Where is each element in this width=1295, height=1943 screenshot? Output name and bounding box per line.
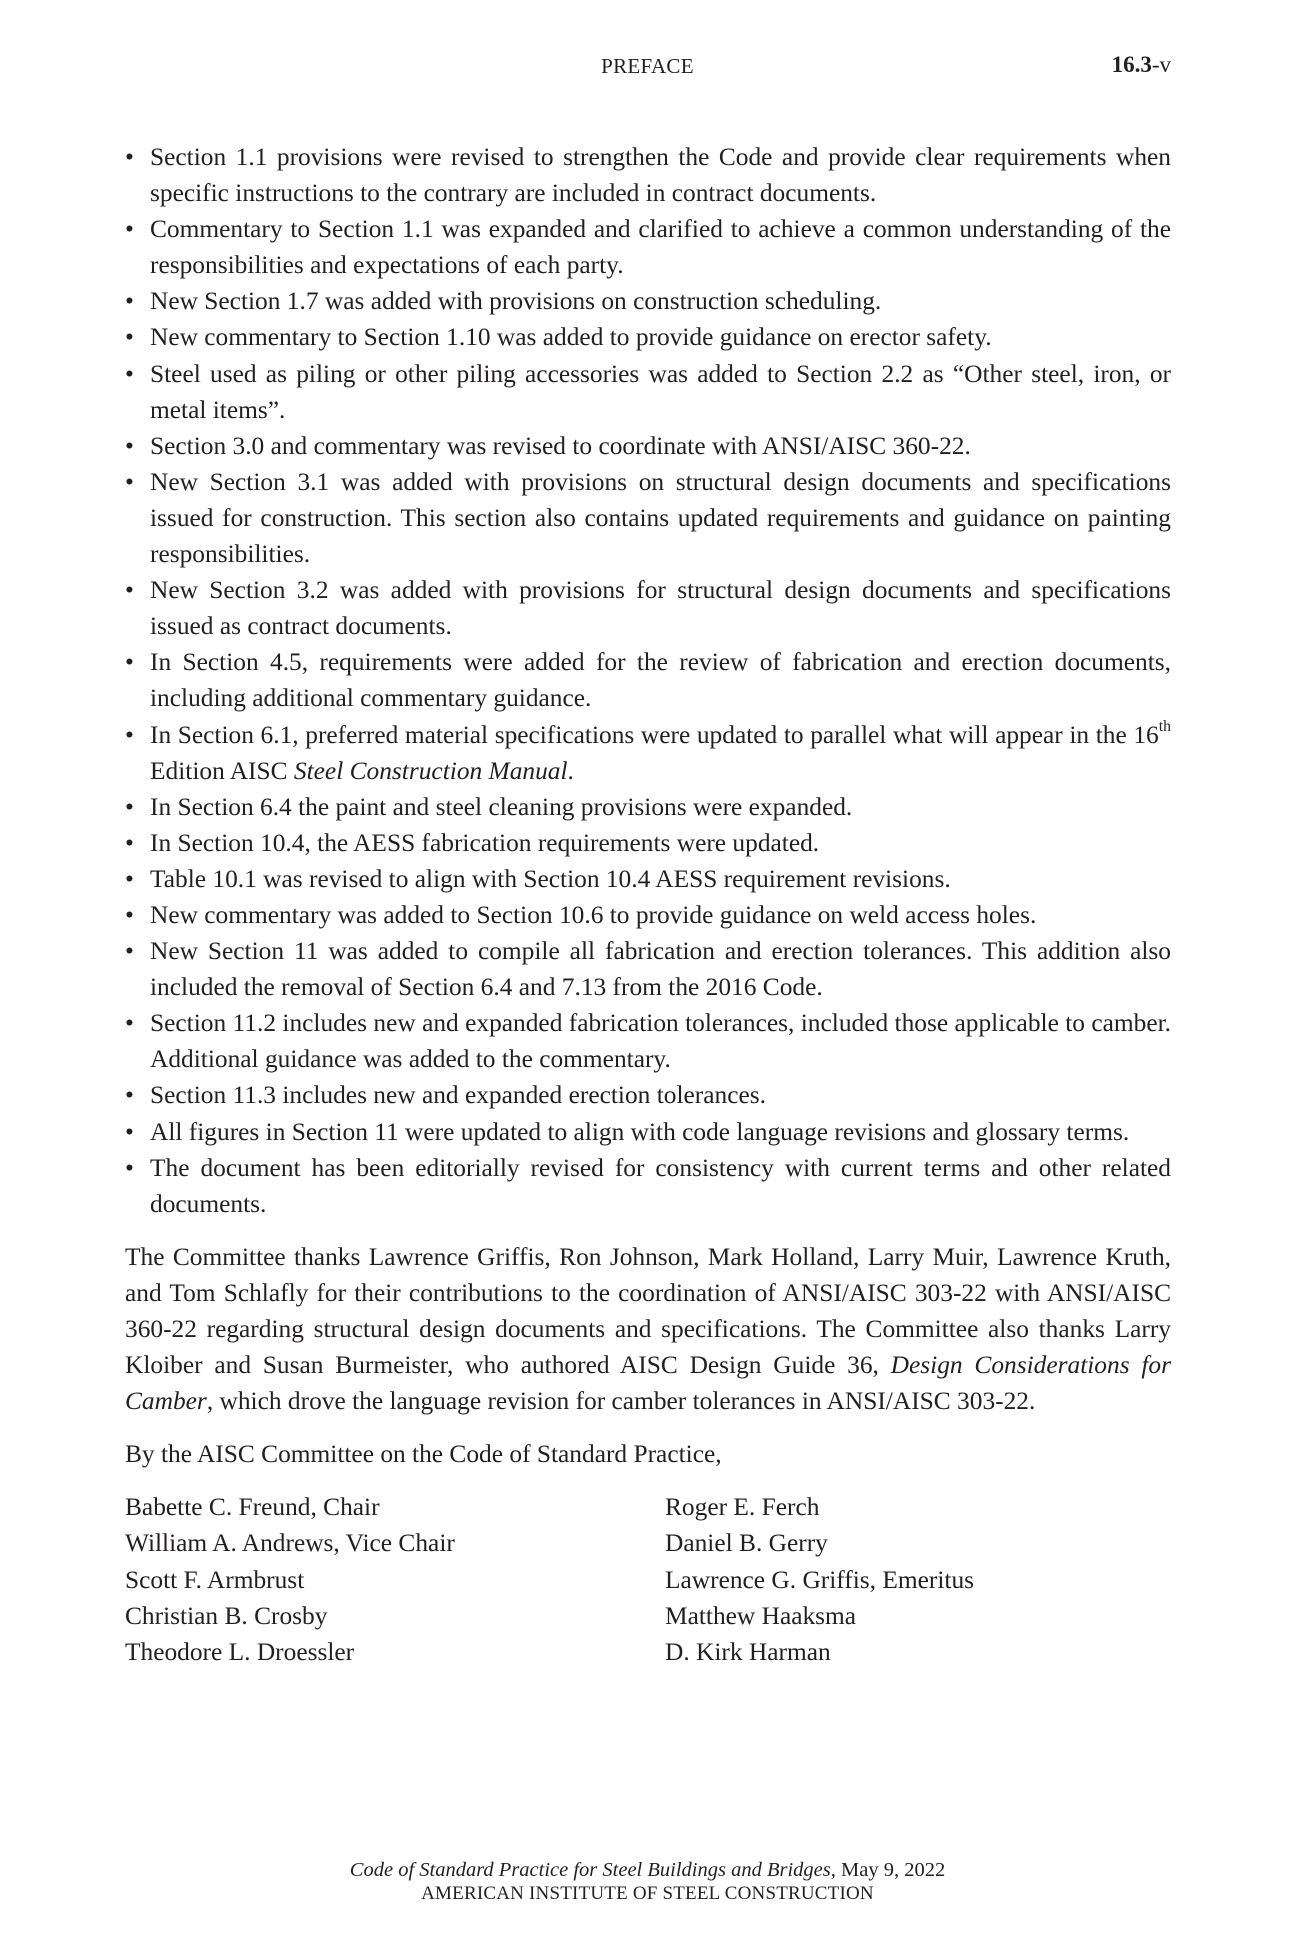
- member-name: Daniel B. Gerry: [665, 1529, 828, 1558]
- list-item: • New Section 3.1 was added with provisions on structural design documents and specifications issued for construction. This section also contains updated requirements and guidance on painting responsibilities.: [125, 464, 1171, 572]
- page-number-bold: 16.3: [1111, 52, 1152, 77]
- manual-title: Steel Construction Manual: [293, 756, 568, 785]
- footer-publisher: AMERICAN INSTITUTE OF STEEL CONSTRUCTION: [421, 1883, 874, 1904]
- list-item: • Section 1.1 provisions were revised to strengthen the Code and provide clear requirements when specific instructions to the contrary are included in contract documents.: [125, 139, 1171, 211]
- members-column-right: [665, 1489, 1171, 1669]
- section-title: PREFACE: [601, 54, 694, 78]
- member-name: Matthew Haaksma: [665, 1601, 857, 1630]
- member-name: Theodore L. Droessler: [125, 1637, 355, 1666]
- members-column-left: [125, 1489, 665, 1669]
- page-footer: [0, 1858, 1295, 1906]
- list-item: • Section 11.3 includes new and expanded erection tolerances.: [125, 1077, 1171, 1113]
- list-item: • New commentary was added to Section 10.6 to provide guidance on weld access holes.: [125, 897, 1171, 933]
- member-name: Lawrence G. Griffis, Emeritus: [665, 1565, 975, 1594]
- list-item: • New Section 11 was added to compile all fabrication and erection tolerances. This addition also included the removal of Section 6.4 and 7.13 from the 2016 Code.: [125, 933, 1171, 1005]
- list-item: • In Section 6.1, preferred material specifications were updated to parallel what will appear in the 16th Edition AISC Steel Construction Manual.: [125, 717, 1171, 789]
- footer-document-line: [0, 1858, 1295, 1882]
- design-guide-title: Design Considerations for Camber: [125, 1351, 1171, 1416]
- list-item: • Commentary to Section 1.1 was expanded and clarified to achieve a common understanding of the responsibilities and expectations of each party.: [125, 211, 1171, 283]
- list-item: • In Section 6.4 the paint and steel cleaning provisions were expanded.: [125, 789, 1171, 825]
- list-item: • The document has been editorially revised for consistency with current terms and other related documents.: [125, 1150, 1171, 1222]
- member-name: Christian B. Crosby: [125, 1601, 328, 1630]
- acknowledgment-paragraph: The Committee thanks Lawrence Griffis, Ron Johnson, Mark Holland, Larry Muir, Lawrence Kruth, and Tom Schlafly for their contributions to the coordination of ANSI/AISC 303-22 with ANSI/AISC 360-22 regarding structural design documents and specifications. The Committee also thanks Larry Kloiber and Susan Burmeister, who authored AISC Design Guide 36, Design Considerations for Camber, which drove the language revision for camber tolerances in ANSI/AISC 303-22.: [125, 1242, 1171, 1416]
- committee-members: [125, 1489, 1171, 1669]
- page-number: [1112, 52, 1171, 78]
- list-item: • Section 11.2 includes new and expanded fabrication tolerances, included those applicable to camber. Additional guidance was added to the commentary.: [125, 1005, 1171, 1077]
- member-name: William A. Andrews, Vice Chair: [125, 1529, 455, 1558]
- footer-date: , May 9, 2022: [830, 1859, 946, 1881]
- list-item: • In Section 4.5, requirements were added for the review of fabrication and erection documents, including additional commentary guidance.: [125, 644, 1171, 716]
- list-item: • New Section 1.7 was added with provisions on construction scheduling.: [125, 283, 1171, 319]
- footer-document-title: Code of Standard Practice for Steel Buildings and Bridges: [349, 1859, 831, 1881]
- list-item: • Table 10.1 was revised to align with Section 10.4 AESS requirement revisions.: [125, 861, 1171, 897]
- main-content: [125, 139, 1171, 1670]
- member-name: Scott F. Armbrust: [125, 1565, 305, 1594]
- list-item: • New Section 3.2 was added with provisions for structural design documents and specifications issued as contract documents.: [125, 572, 1171, 644]
- superscript-th: th: [1158, 717, 1171, 735]
- member-name: Babette C. Freund, Chair: [125, 1493, 380, 1522]
- running-header: [0, 50, 1295, 84]
- signoff-line: By the AISC Committee on the Code of Standard Practice,: [125, 1440, 722, 1469]
- list-item: • New commentary to Section 1.10 was added to provide guidance on erector safety.: [125, 319, 1171, 355]
- member-name: Roger E. Ferch: [665, 1493, 820, 1522]
- revision-list: [125, 139, 1171, 1222]
- page-number-suffix: -v: [1151, 52, 1171, 77]
- member-name: D. Kirk Harman: [665, 1637, 831, 1666]
- list-item: • Steel used as piling or other piling accessories was added to Section 2.2 as “Other steel, iron, or metal items”.: [125, 356, 1171, 428]
- list-item: • In Section 10.4, the AESS fabrication requirements were updated.: [125, 825, 1171, 861]
- list-item: • All figures in Section 11 were updated to align with code language revisions and glossary terms.: [125, 1114, 1171, 1150]
- list-item: • Section 3.0 and commentary was revised to coordinate with ANSI/AISC 360-22.: [125, 428, 1171, 464]
